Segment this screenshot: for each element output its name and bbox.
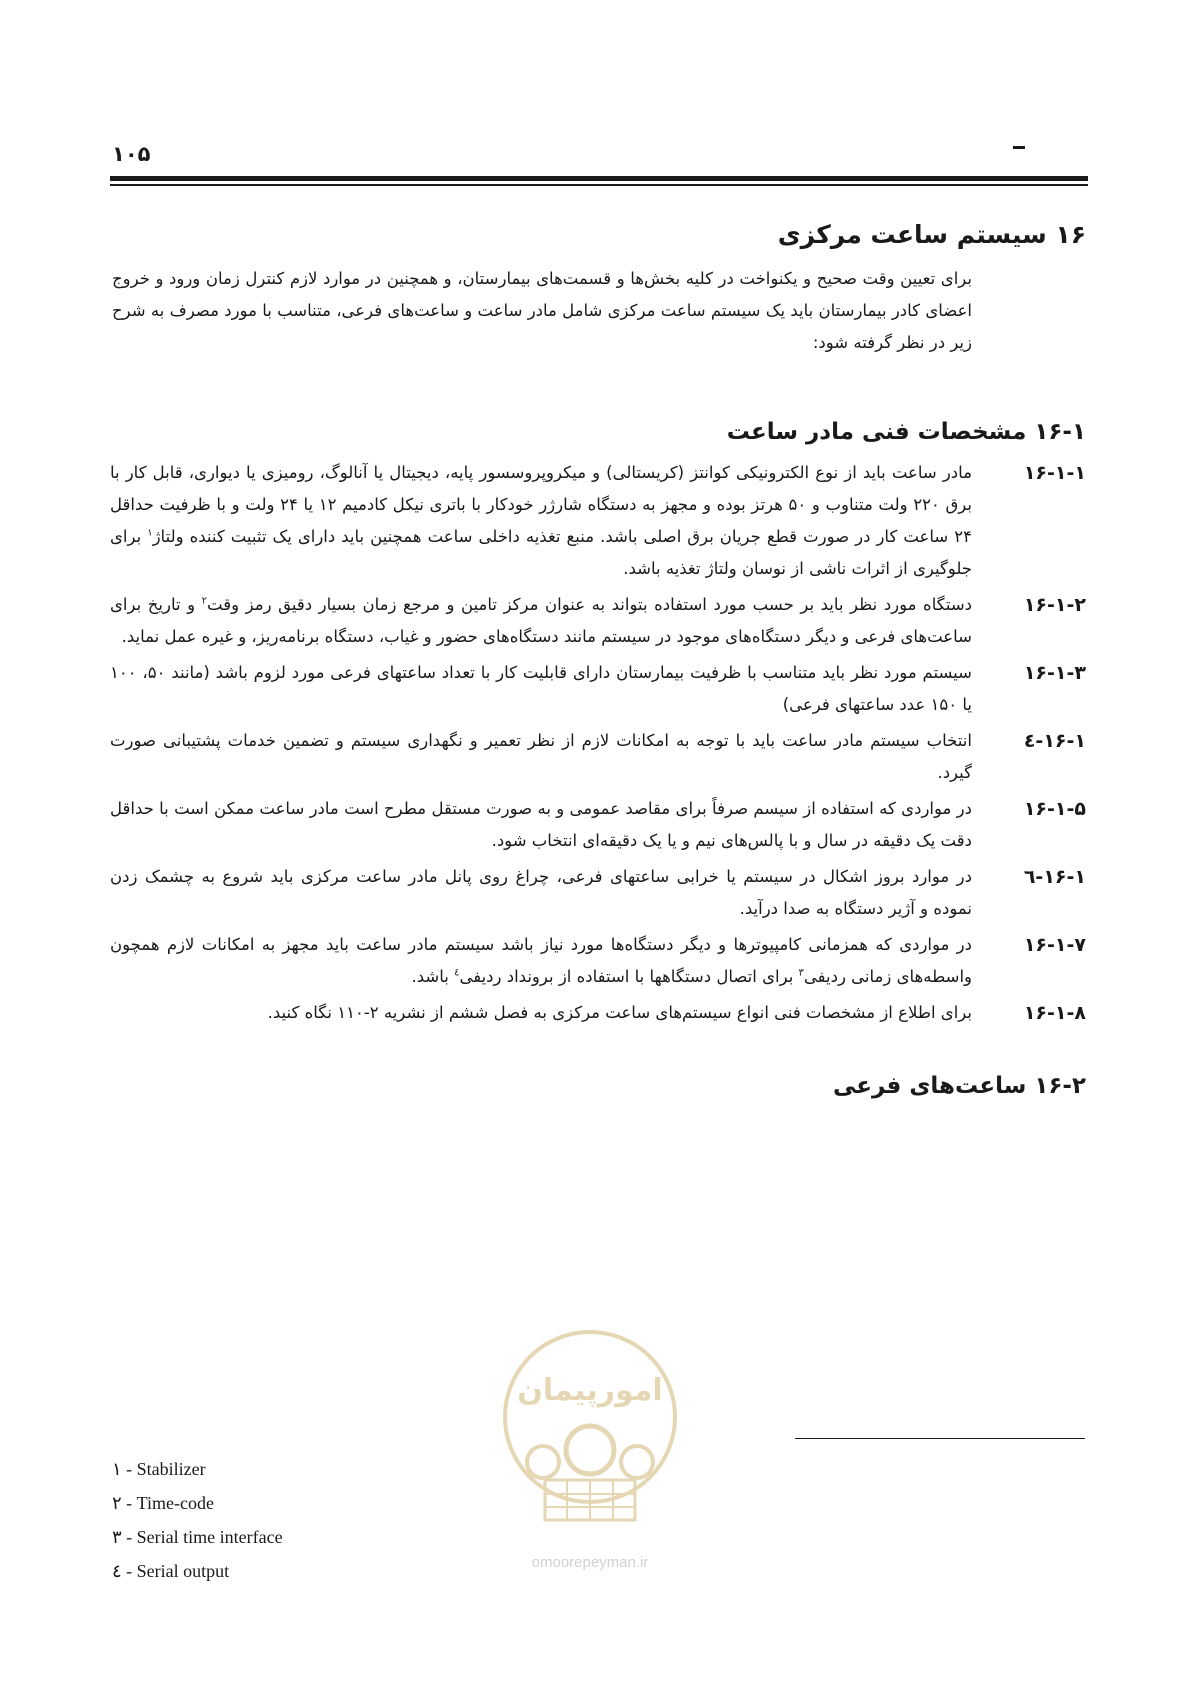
item-number: ۱۶-۱-۲ <box>1023 594 1086 616</box>
header-rule-thin <box>110 184 1088 186</box>
list-item <box>110 457 1086 585</box>
header-rule-thick <box>110 176 1088 181</box>
watermark-text: امورپیمان <box>517 1373 663 1408</box>
list-item <box>110 861 1086 925</box>
footnote-item: ۳ - Serial time interface <box>112 1527 283 1547</box>
list-item <box>110 725 1086 789</box>
item-number: ۱۶-۱-۱ <box>1023 462 1086 484</box>
footnote-ref: ۲ <box>201 595 208 607</box>
footnote-separator <box>795 1438 1085 1439</box>
item-number: ۱۶-۱-۵ <box>1023 798 1086 820</box>
footnote-ref: ٤ <box>454 967 460 979</box>
chapter-intro: برای تعیین وقت صحیح و یکنواخت در کلیه بخش‌ها و قسمت‌های بیمارستان، و همچنین در موارد لازم کنترل زمان ورود و خروج اعضای کادر بیمارستان باید یک سیستم ساعت مرکزی شامل مادر ساعت و ساعت‌های فرعی، متناسب با مورد مصرف به شرح زیر در نظر گرفته شود: <box>112 269 972 352</box>
list-item <box>110 929 1086 993</box>
item-text: برای اطلاع از مشخصات فنی انواع سیستم‌های ساعت مرکزی به فصل ششم از نشریه ۲-۱۱۰ نگاه کنید. <box>267 1003 972 1022</box>
page-number: ۱۰۵ <box>112 142 151 166</box>
item-text: مادر ساعت باید از نوع الکترونیکی کوانتز (کریستالی) و میکروپروسسور پایه، دیجیتال یا آنالوگ، رومیزی یا دیواری، قابل کار با برق ۲۲۰ ولت متناوب و ۵۰ هرتز بوده و مجهز به دستگاه شارژر خودکار با باتری نیکل کادمیم ۱۲ یا ۲۴ ولت و با ظرفیت حداقل ۲۴ ساعت کار در صورت قطع جریان برق اصلی باشد. منبع تغذیه داخلی ساعت همچنین باید دارای یک تثبیت کننده ولتاژ$^۱$ برای جلوگیری از اثرات ناشی از نوسان ولتاژ تغذیه باشد. <box>110 463 972 578</box>
section-2-title: ۱۶-۲ ساعت‌های فرعی <box>832 1073 1086 1099</box>
item-number: ۱۶-۱-۷ <box>1023 934 1086 956</box>
section-1-title: ۱۶-۱ مشخصات فنی مادر ساعت <box>726 419 1086 445</box>
item-number: ۱۶-۱-٦ <box>1023 866 1086 888</box>
footnote-item: ۱ - Stabilizer <box>112 1459 206 1479</box>
footnotes <box>112 1452 283 1588</box>
item-text: سیستم مورد نظر باید متناسب با ظرفیت بیمارستان دارای قابلیت کار با تعداد ساعتهای فرعی مورد لزوم باشد (مانند ۵۰، ۱۰۰ یا ۱۵۰ عدد ساعتهای فرعی) <box>110 663 972 714</box>
chapter-title: ۱۶ سیستم ساعت مرکزی <box>777 220 1086 249</box>
item-text: در موارد بروز اشکال در سیستم یا خرابی ساعتهای فرعی، چراغ روی پانل مادر ساعت مرکزی باید شروع به چشمک زدن نموده و آژیر دستگاه به صدا درآید. <box>110 867 972 918</box>
footnote-ref: ۳ <box>798 967 804 979</box>
item-text: انتخاب سیستم مادر ساعت باید با توجه به امکانات لازم از نظر تعمیر و نگهداری سیستم و تضمین خدمات پشتیبانی صورت گیرد. <box>110 731 972 782</box>
footnote-item: ٤ - Serial output <box>112 1561 230 1581</box>
list-item <box>110 657 1086 721</box>
item-text: در مواردی که همزمانی کامپیوترها و دیگر دستگاه‌ها مورد نیاز باشد سیستم مادر ساعت باید مجهز به امکانات لازم همچون واسطه‌های زمانی ردیفی$^۳$ برای اتصال دستگاهها با استفاده از برونداد ردیفی$^٤$ باشد. <box>110 935 972 986</box>
footnote-ref: ۱ <box>147 527 153 539</box>
item-text: دستگاه مورد نظر باید بر حسب مورد استفاده بتواند به عنوان مرکز تامین و مرجع زمان بسیار دقیق رمز وقت$^۲$ و تاریخ برای ساعت‌های فرعی و دیگر دستگاه‌های موجود در سیستم مانند دستگاه‌های حضور و غیاب، دستگاه برنامه‌ریز، و غیره عمل نماید. <box>110 595 972 646</box>
watermark-logo <box>495 1322 685 1592</box>
list-item <box>110 997 1086 1029</box>
item-text: در مواردی که استفاده از سیسم صرفاً برای مقاصد عمومی و به صورت مستقل مطرح است مادر ساعت ممکن است با حداقل دقت یک دقیقه در سال و با پالس‌های نیم و یا یک دقیقه‌ای انتخاب شود. <box>110 799 972 850</box>
list-item <box>110 793 1086 857</box>
section-1-items <box>110 457 1086 1029</box>
watermark-seal-icon <box>495 1322 685 1552</box>
item-number: ۱۶-۱-٤ <box>1023 730 1086 752</box>
item-number: ۱۶-۱-۳ <box>1023 662 1086 684</box>
footnote-item: ۲ - Time-code <box>112 1493 214 1513</box>
page-content <box>110 210 1086 1111</box>
watermark-url: omoorepeyman.ir <box>531 1554 649 1571</box>
item-number: ۱۶-۱-۸ <box>1023 1002 1086 1024</box>
header-mark <box>1013 146 1025 149</box>
list-item <box>110 589 1086 653</box>
